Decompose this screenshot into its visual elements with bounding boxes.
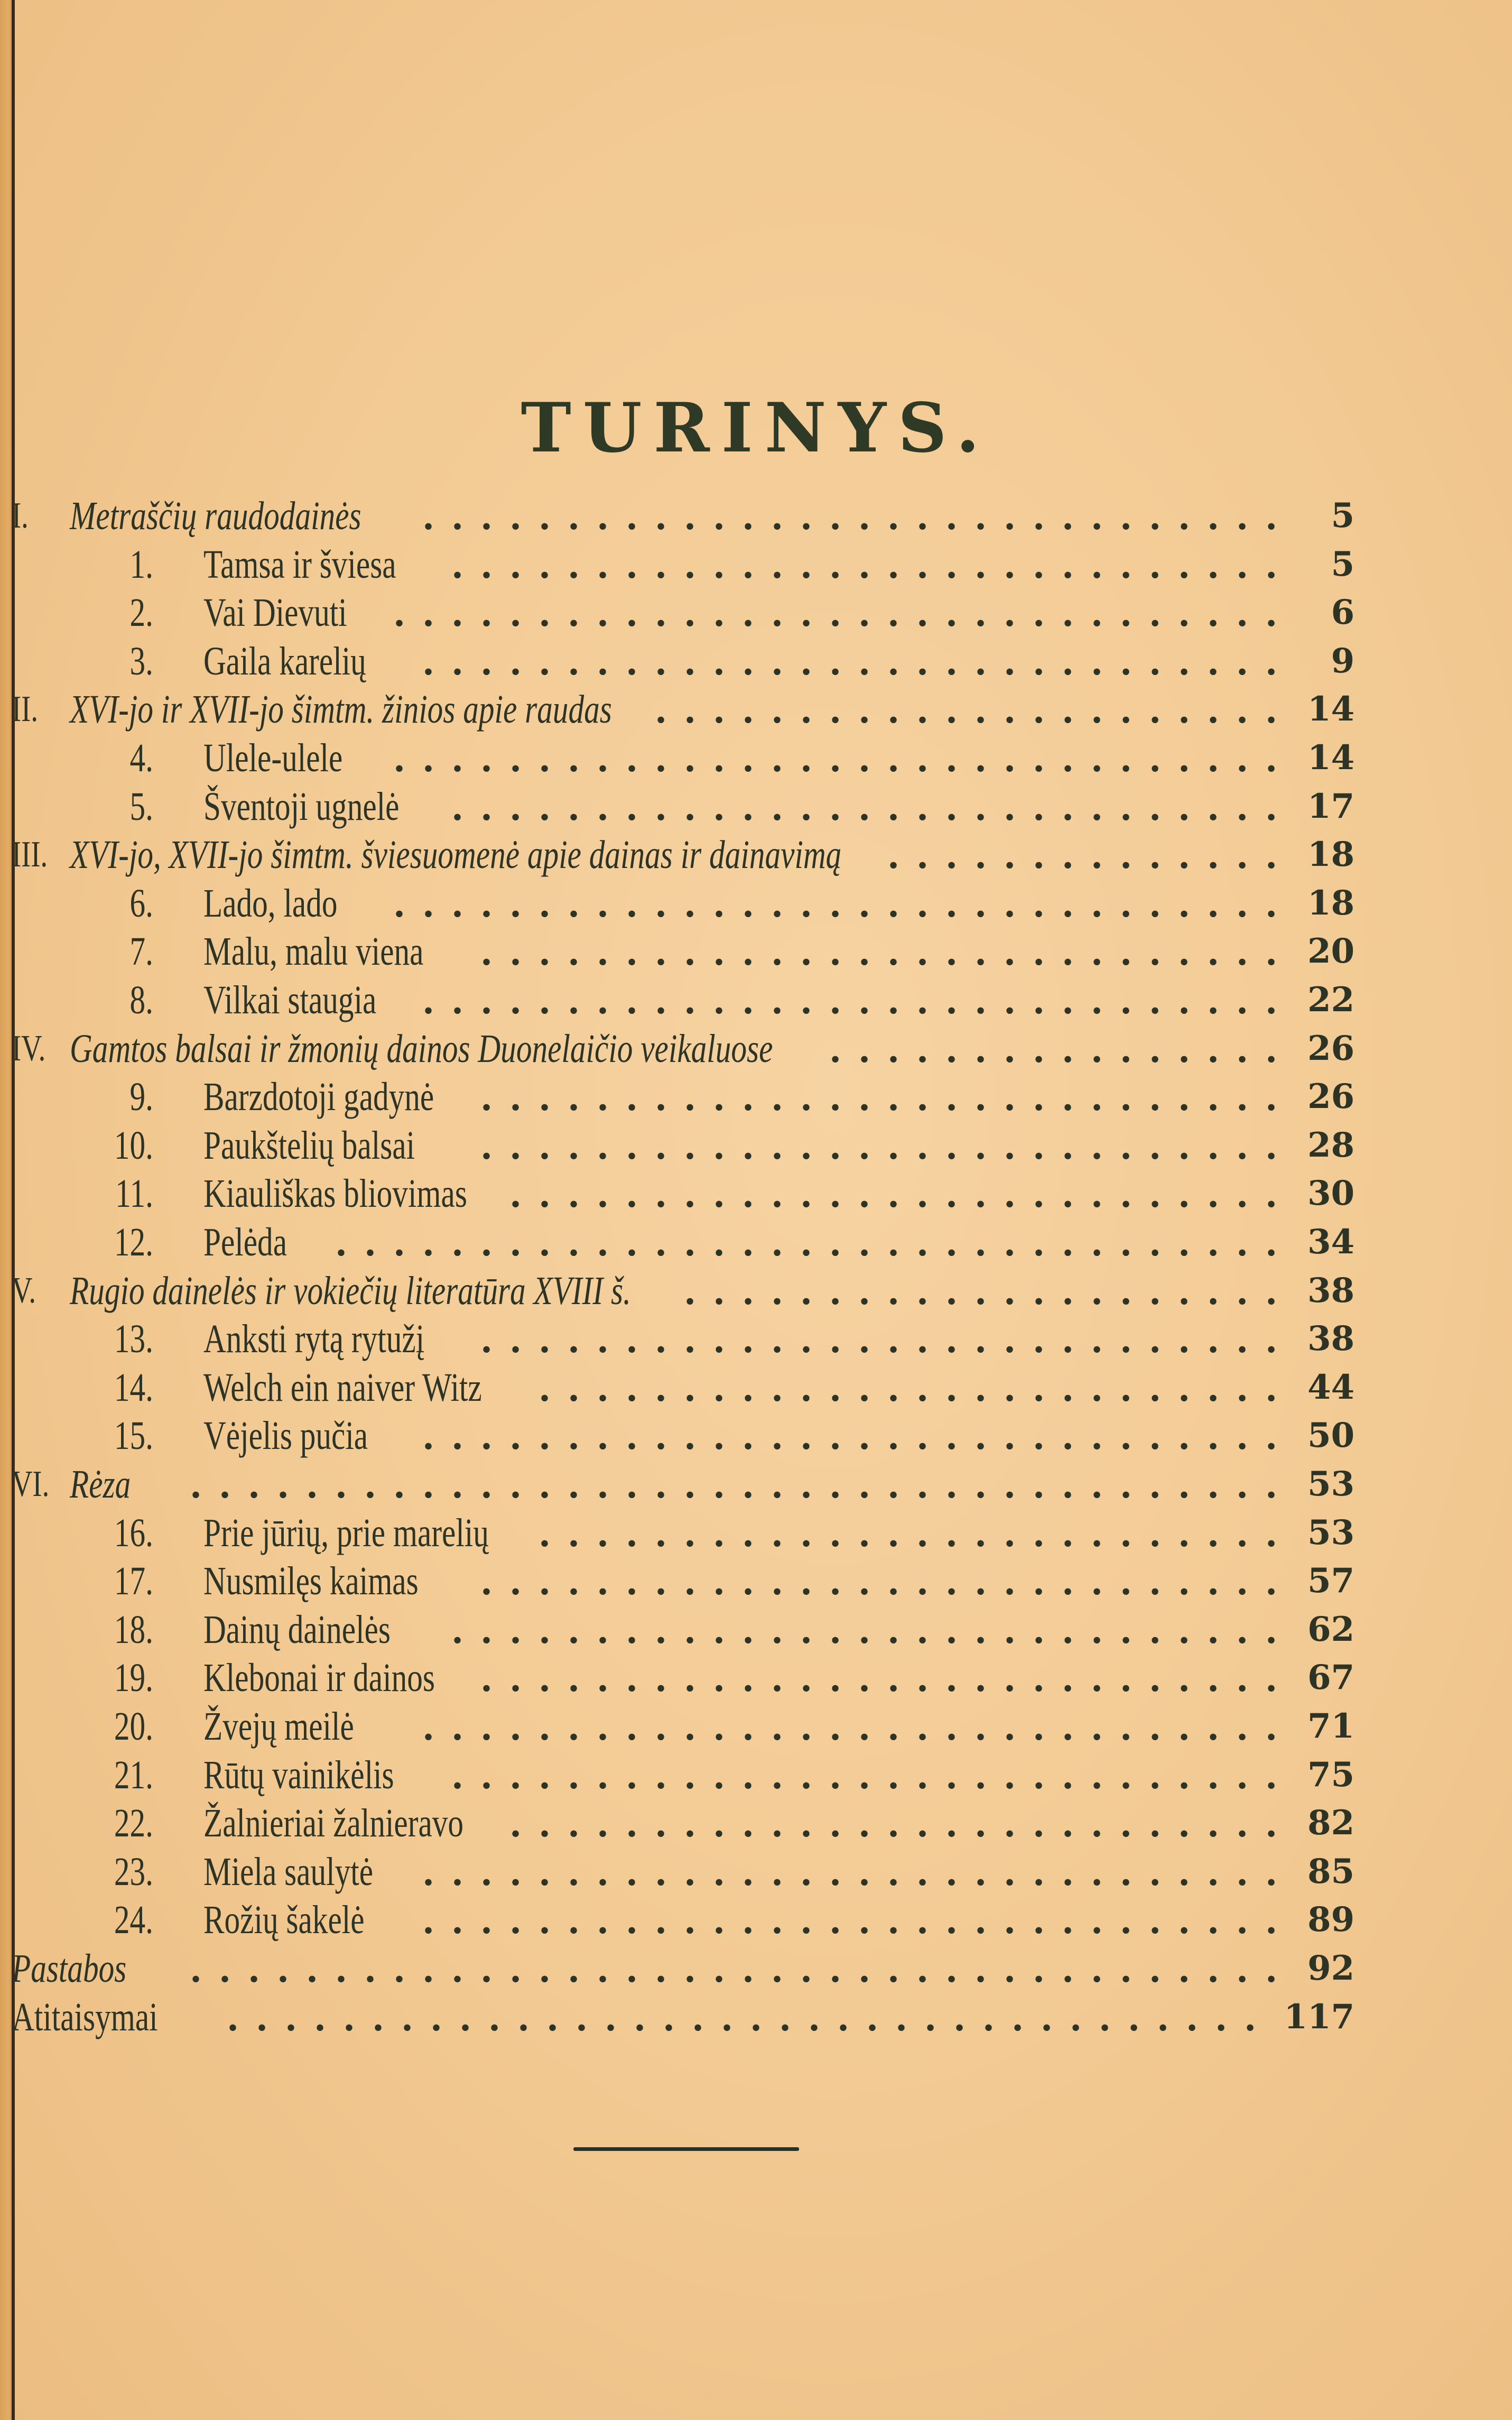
song-number: 12. (114, 1220, 153, 1264)
dot-leader: ............................... (394, 590, 1295, 635)
dot-leader: ............................ (481, 1123, 1295, 1168)
entry-title: Pelėda (203, 1220, 287, 1264)
page-number: 34 (1307, 1222, 1355, 1262)
entry-title: Nusmilęs kaimas (203, 1559, 419, 1604)
section-roman-numeral: I. (12, 495, 29, 536)
toc-song-entry (0, 734, 1512, 782)
page-number: 50 (1307, 1416, 1355, 1456)
toc-section-entry (0, 492, 1512, 540)
page-number: 38 (1307, 1319, 1355, 1359)
entry-title: Rūtų vainikėlis (203, 1752, 394, 1797)
song-number: 17. (114, 1559, 153, 1604)
dot-leader: ...................................... (190, 1946, 1295, 1991)
dot-leader: .............................. (423, 639, 1295, 683)
page-number: 20 (1307, 931, 1355, 972)
toc-backmatter-entry (0, 1993, 1512, 2042)
entry-title: Ulele-ulele (203, 736, 343, 780)
toc-song-entry (0, 1363, 1512, 1412)
section-title: Rėza (70, 1462, 131, 1507)
entry-title: Vai Dievuti (203, 590, 347, 635)
song-number: 7. (129, 929, 153, 974)
song-number: 18. (114, 1607, 153, 1652)
dot-leader: .............. (888, 833, 1295, 878)
page-number: 30 (1307, 1174, 1355, 1214)
entry-title: Vėjelis pučia (203, 1414, 368, 1458)
page-number: 5 (1331, 544, 1355, 584)
section-title: Metraščių raudodainės (70, 494, 361, 538)
page-number: 117 (1284, 1997, 1355, 2037)
dot-leader: ........................... (510, 1801, 1295, 1846)
dot-leader: ............................... (394, 736, 1295, 780)
page-number: 28 (1307, 1125, 1355, 1165)
toc-song-entry (0, 637, 1512, 686)
closing-rule-divider (573, 2147, 799, 2151)
section-roman-numeral: IV. (12, 1028, 46, 1069)
entry-title: Pastabos (12, 1946, 127, 1991)
song-number: 4. (129, 736, 153, 780)
entry-title: Kiauliškas bliovimas (203, 1171, 467, 1216)
section-roman-numeral: II. (12, 689, 39, 730)
dot-leader: ............................. (452, 1752, 1295, 1797)
song-number: 20. (114, 1704, 153, 1749)
toc-song-entry (0, 1121, 1512, 1170)
toc-song-entry (0, 540, 1512, 589)
entry-title: Lado, lado (203, 881, 338, 926)
toc-song-entry (0, 1169, 1512, 1218)
song-number: 24. (114, 1898, 153, 1943)
song-number: 19. (114, 1656, 153, 1701)
entry-title: Žvejų meilė (203, 1704, 354, 1749)
section-roman-numeral: III. (12, 834, 48, 875)
toc-song-entry (0, 1218, 1512, 1267)
dot-leader: .......................... (539, 1510, 1295, 1555)
toc-song-entry (0, 1848, 1512, 1896)
toc-song-entry (0, 1557, 1512, 1605)
toc-song-entry (0, 1605, 1512, 1654)
entry-title: Vilkai staugia (203, 978, 377, 1022)
entry-title: Barzdotoji gadynė (203, 1075, 434, 1120)
page-number: 18 (1307, 835, 1355, 875)
toc-song-entry (0, 588, 1512, 637)
dot-leader: .................................... (227, 1994, 1274, 2039)
entry-title: Atitaisymai (12, 1994, 158, 2039)
dot-leader: ............................. (452, 542, 1295, 587)
song-number: 2. (129, 590, 153, 635)
entry-title: Klebonai ir dainos (203, 1656, 435, 1701)
entry-title: Dainų dainelės (203, 1607, 391, 1652)
page-number: 38 (1307, 1270, 1355, 1310)
page-number: 53 (1307, 1464, 1355, 1504)
toc-song-entry (0, 976, 1512, 1024)
song-number: 14. (114, 1365, 153, 1410)
song-number: 23. (114, 1849, 153, 1894)
song-number: 8. (129, 978, 153, 1022)
page-number: 89 (1307, 1900, 1355, 1940)
page-number: 22 (1307, 980, 1355, 1020)
dot-leader: ............................ (481, 1075, 1295, 1120)
toc-song-entry (0, 879, 1512, 928)
toc-song-entry (0, 1799, 1512, 1848)
dot-leader: ..................... (684, 1268, 1295, 1313)
dot-leader: ............................... (394, 881, 1295, 926)
page-number: 85 (1307, 1851, 1355, 1891)
entry-title: Anksti rytą rytužį (203, 1317, 425, 1362)
page-number: 5 (1331, 496, 1355, 535)
section-roman-numeral: V. (12, 1270, 36, 1311)
toc-song-entry (0, 1509, 1512, 1557)
dot-leader: ............................ (481, 1559, 1295, 1604)
dot-leader: ................ (830, 1026, 1295, 1071)
song-number: 22. (114, 1801, 153, 1846)
dot-leader: ............................. (452, 1607, 1295, 1652)
page-number: 17 (1307, 786, 1355, 826)
entry-title: Malu, malu viena (203, 929, 424, 974)
section-title: XVI-jo, XVII-jo šimtm. šviesuomenė apie dainas ir dainavimą (70, 833, 842, 878)
dot-leader: .......................... (539, 1365, 1295, 1410)
dot-leader: ........................... (510, 1171, 1295, 1216)
dot-leader: ............................ (481, 929, 1295, 974)
page-number: 57 (1307, 1561, 1355, 1601)
page-number: 6 (1331, 593, 1355, 633)
dot-leader: ............................. (452, 784, 1295, 829)
section-title: XVI-jo ir XVII-jo šimtm. žinios apie raudas (70, 687, 612, 732)
toc-section-entry (0, 1024, 1512, 1073)
toc-song-entry (0, 927, 1512, 976)
song-number: 9. (129, 1075, 153, 1120)
page-number: 14 (1307, 738, 1355, 778)
song-number: 15. (114, 1414, 153, 1458)
page-number: 14 (1307, 689, 1355, 729)
dot-leader: ................................. (336, 1220, 1295, 1264)
toc-song-entry (0, 782, 1512, 831)
page-number: 92 (1307, 1948, 1355, 1988)
dot-leader: .............................. (423, 1704, 1295, 1749)
toc-song-entry (0, 1702, 1512, 1751)
entry-title: Welch ein naiver Witz (203, 1365, 482, 1410)
dot-leader: .............................. (423, 1898, 1295, 1943)
dot-leader: ............................ (481, 1656, 1295, 1701)
page-number: 26 (1307, 1077, 1355, 1117)
page-number: 75 (1307, 1754, 1355, 1795)
song-number: 1. (129, 542, 153, 587)
song-number: 5. (129, 784, 153, 829)
page-number: 44 (1307, 1367, 1355, 1407)
song-number: 6. (129, 881, 153, 926)
dot-leader: ............................ (481, 1317, 1295, 1362)
song-number: 21. (114, 1752, 153, 1797)
toc-section-entry (0, 1267, 1512, 1315)
song-number: 13. (114, 1317, 153, 1362)
section-title: Gamtos balsai ir žmonių dainos Duonelaičio veikaluose (70, 1026, 773, 1071)
dot-leader: .............................. (423, 1414, 1295, 1458)
page-number: 26 (1307, 1028, 1355, 1068)
toc-section-entry (0, 685, 1512, 734)
dot-leader: .............................. (423, 494, 1295, 538)
song-number: 10. (114, 1123, 153, 1168)
dot-leader: ...................... (655, 687, 1295, 732)
toc-backmatter-entry (0, 1944, 1512, 1993)
entry-title: Šventoji ugnelė (203, 784, 400, 829)
section-roman-numeral: VI. (12, 1464, 50, 1504)
toc-song-entry (0, 1411, 1512, 1460)
toc-song-entry (0, 1073, 1512, 1121)
entry-title: Paukštelių balsai (203, 1123, 415, 1168)
page-title: TURINYS. (521, 389, 991, 468)
toc-song-entry (0, 1315, 1512, 1363)
entry-title: Žalnieriai žalnieravo (203, 1801, 464, 1846)
song-number: 3. (129, 639, 153, 683)
entry-title: Miela saulytė (203, 1849, 374, 1894)
section-title: Rugio dainelės ir vokiečių literatūra XVIII š. (70, 1268, 631, 1313)
entry-title: Prie jūrių, prie marelių (203, 1510, 489, 1555)
page-number: 18 (1307, 883, 1355, 923)
toc-section-entry (0, 830, 1512, 879)
entry-title: Tamsa ir šviesa (203, 542, 396, 587)
page-number: 62 (1307, 1609, 1355, 1649)
song-number: 11. (115, 1171, 153, 1216)
toc-song-entry (0, 1896, 1512, 1944)
dot-leader: .............................. (423, 1849, 1295, 1894)
dot-leader: .............................. (423, 978, 1295, 1022)
page-number: 82 (1307, 1803, 1355, 1843)
entry-title: Gaila karelių (203, 639, 366, 683)
toc-song-entry (0, 1751, 1512, 1799)
page-number: 9 (1331, 641, 1355, 681)
entry-title: Rožių šakelė (203, 1898, 365, 1943)
song-number: 16. (114, 1510, 153, 1555)
page-number: 71 (1307, 1706, 1355, 1746)
toc-song-entry (0, 1654, 1512, 1702)
dot-leader: ...................................... (190, 1462, 1295, 1507)
page-number: 67 (1307, 1658, 1355, 1698)
page-number: 53 (1307, 1512, 1355, 1553)
toc-section-entry (0, 1460, 1512, 1509)
